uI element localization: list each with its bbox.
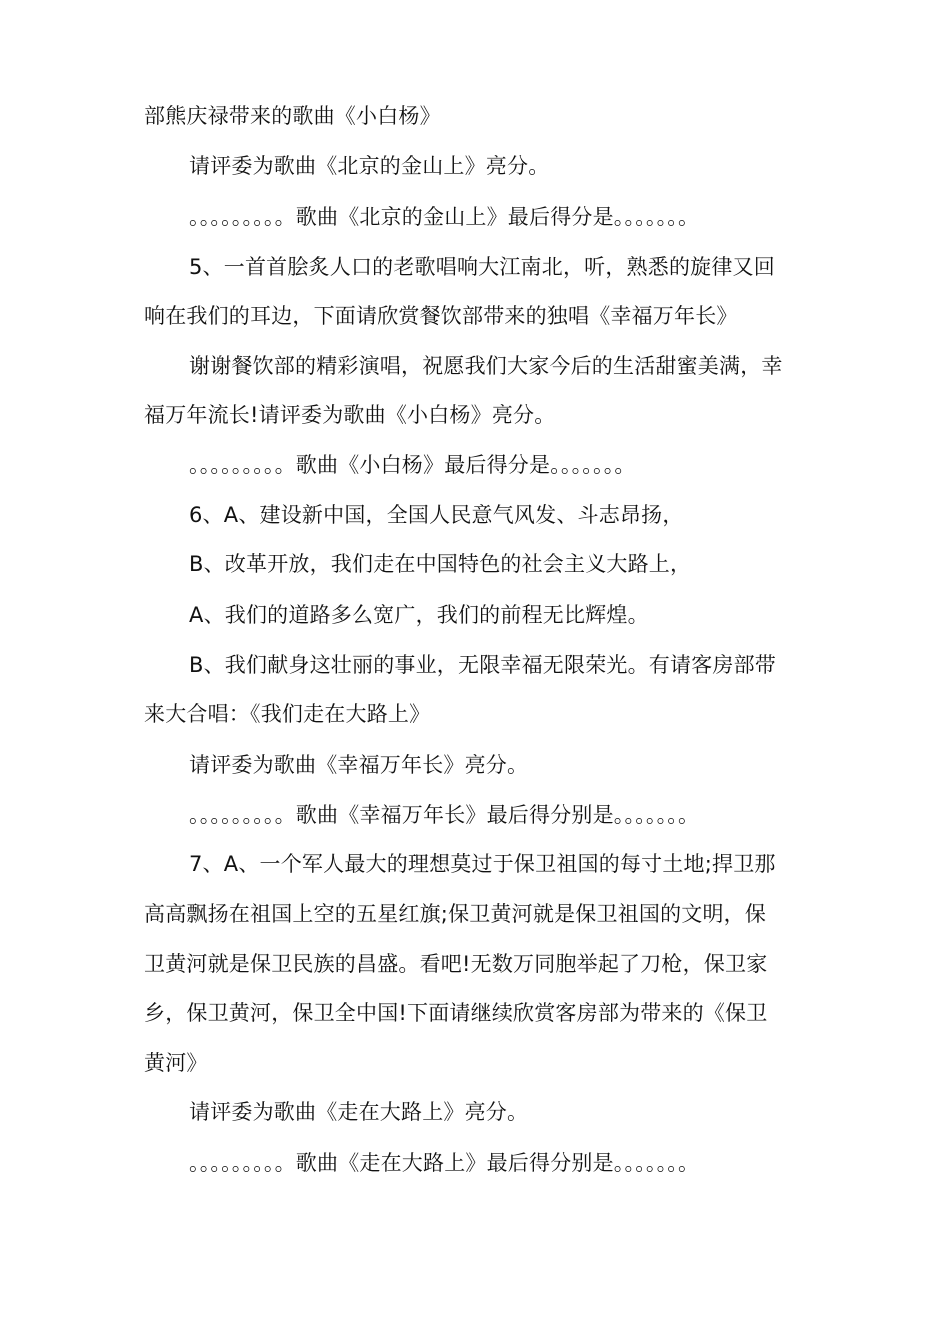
text-line: 7、A、一个军人最大的理想莫过于保卫祖国的每寸土地;捍卫那 — [189, 852, 776, 876]
text-line: 6、A、建设新中国，全国人民意气风发、斗志昂扬， — [189, 503, 684, 527]
text-line: 乡，保卫黄河，保卫全中国!下面请继续欣赏客房部为带来的《保卫 — [144, 1001, 768, 1025]
text-line: 请评委为歌曲《走在大路上》亮分。 — [189, 1100, 529, 1124]
text-line: 谢谢餐饮部的精彩演唱，祝愿我们大家今后的生活甜蜜美满，幸 — [189, 354, 783, 378]
text-line: 。。。。。。。。。歌曲《幸福万年长》最后得分别是。。。。。。。 — [189, 803, 700, 827]
text-line: 卫黄河就是保卫民族的昌盛。看吧!无数万同胞举起了刀枪，保卫家 — [144, 952, 768, 976]
text-line: 5、一首首脍炙人口的老歌唱响大江南北，听，熟悉的旋律又回 — [189, 255, 775, 279]
text-line: 高高飘扬在祖国上空的五星红旗;保卫黄河就是保卫祖国的文明，保 — [144, 902, 767, 926]
text-line: B、改革开放，我们走在中国特色的社会主义大路上， — [189, 552, 692, 576]
text-line: 。。。。。。。。。歌曲《走在大路上》最后得分别是。。。。。。。 — [189, 1151, 700, 1175]
text-line: 黄河》 — [144, 1051, 208, 1075]
text-line: 请评委为歌曲《北京的金山上》亮分。 — [189, 154, 550, 178]
text-line: 来大合唱：《我们走在大路上》 — [144, 702, 431, 726]
text-line: 部熊庆禄带来的歌曲《小白杨》 — [144, 104, 441, 128]
text-line: 请评委为歌曲《幸福万年长》亮分。 — [189, 753, 529, 777]
text-line: B、我们献身这壮丽的事业，无限幸福无限荣光。有请客房部带 — [189, 653, 777, 677]
text-line: A、我们的道路多么宽广，我们的前程无比辉煌。 — [189, 603, 649, 627]
text-line: 福万年流长!请评委为歌曲《小白杨》亮分。 — [144, 403, 556, 427]
text-line: 响在我们的耳边，下面请欣赏餐饮部带来的独唱《幸福万年长》 — [144, 304, 738, 328]
text-line: 。。。。。。。。。歌曲《北京的金山上》最后得分是。。。。。。。 — [189, 205, 700, 229]
text-line: 。。。。。。。。。歌曲《小白杨》最后得分是。。。。。。。 — [189, 453, 636, 477]
